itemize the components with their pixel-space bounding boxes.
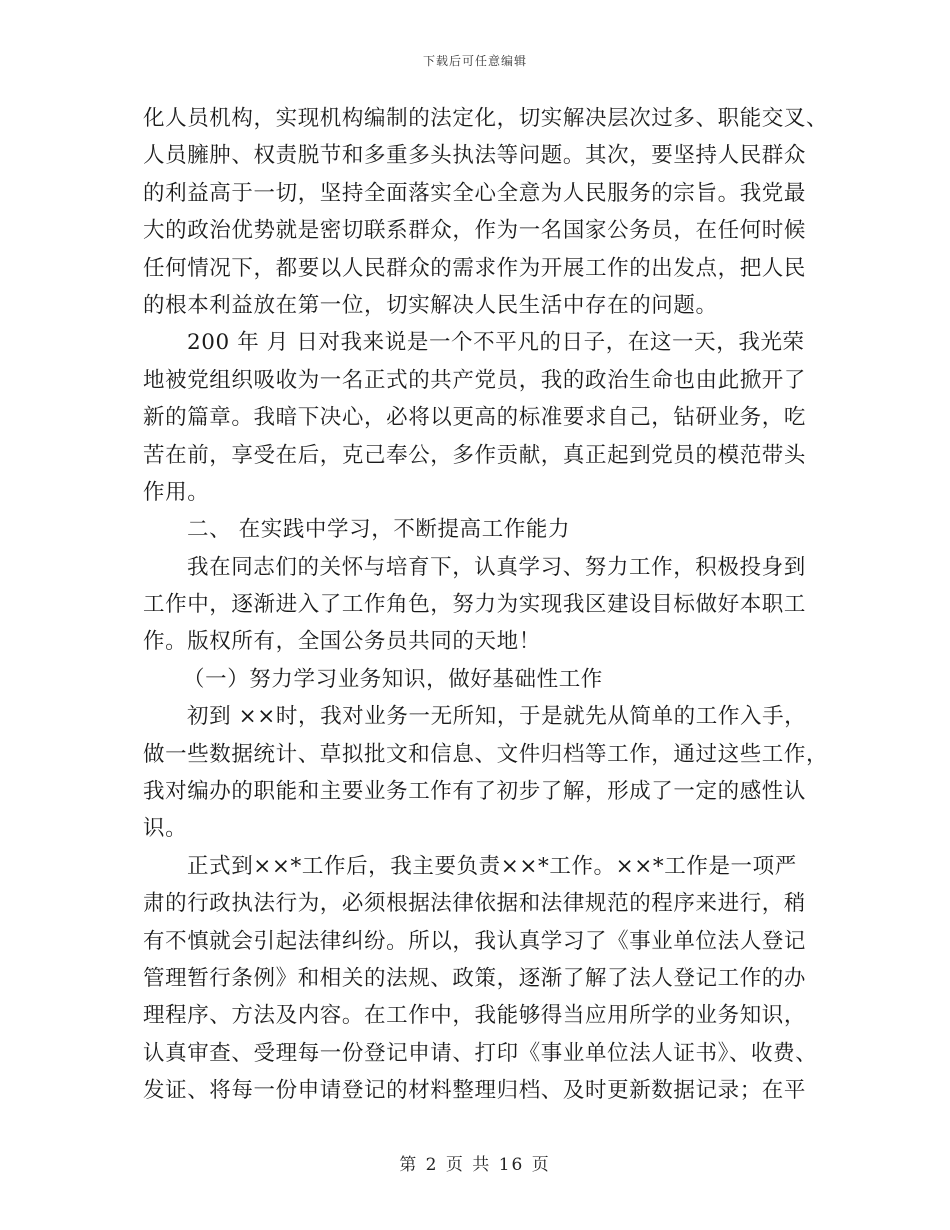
paragraph-start: 正式到××*工作后，我主要负责××*工作。××*工作是一项严	[187, 853, 797, 879]
text-line: 工作中，逐渐进入了工作角色，努力为实现我区建设目标做好本职工	[143, 592, 807, 618]
page-footer: 第 2 页 共 16 页	[399, 1155, 551, 1175]
text-line: 的利益高于一切，坚持全面落实全心全意为人民服务的宗旨。我党最	[143, 180, 807, 206]
page-header: 下载后可任意编辑	[422, 54, 527, 68]
text-line: 我对编办的职能和主要业务工作有了初步了解，形成了一定的感性认	[143, 779, 807, 805]
text-line: 管理暂行条例》和相关的法规、政策，逐渐了解了法人登记工作的办	[143, 965, 807, 991]
text-line: 苦在前，享受在后，克己奉公，多作贡献，真正起到党员的模范带头	[143, 442, 807, 468]
text-line: 地被党组织吸收为一名正式的共产党员，我的政治生命也由此掀开了	[143, 367, 807, 393]
text-line: 人员臃肿、权责脱节和多重多头执法等问题。其次，要坚持人民群众	[143, 143, 807, 169]
paragraph-start: 初到 ××时，我对业务一无所知，于是就先从简单的工作入手，	[187, 704, 807, 730]
text-line: 识。	[143, 816, 188, 842]
text-line: 的根本利益放在第一位，切实解决人民生活中存在的问题。	[143, 292, 718, 318]
text-line: 化人员机构，实现机构编制的法定化，切实解决层次过多、职能交叉、	[143, 106, 829, 131]
text-line: 有不慎就会引起法律纠纷。所以，我认真学习了《事业单位法人登记	[143, 928, 807, 954]
paragraph-start: 200 年 月 日对我来说是一个不平凡的日子，在这一天，我光荣	[187, 330, 805, 356]
text-line: 任何情况下，都要以人民群众的需求作为开展工作的出发点，把人民	[143, 255, 807, 281]
section-heading: 二、 在实践中学习，不断提高工作能力	[187, 517, 571, 543]
paragraph-start: 我在同志们的关怀与培育下，认真学习、努力工作，积极投身到	[187, 554, 806, 580]
text-line: 发证、将每一份申请登记的材料整理归档、及时更新数据记录；在平	[143, 1078, 807, 1104]
text-line: 大的政治优势就是密切联系群众，作为一名国家公务员，在任何时候	[143, 218, 807, 244]
text-line: 认真审查、受理每一份登记申请、打印《事业单位法人证书》、收费、	[143, 1040, 818, 1066]
text-line: 肃的行政执法行为，必须根据法律依据和法律规范的程序来进行，稍	[143, 891, 807, 917]
text-line: 理程序、方法及内容。在工作中，我能够得当应用所学的业务知识，	[143, 1003, 807, 1029]
text-line: 做一些数据统计、草拟批文和信息、文件归档等工作，通过这些工作，	[143, 741, 829, 767]
text-line: 作用。	[143, 479, 210, 505]
document-body	[143, 100, 829, 1110]
subsection-heading: （一）努力学习业务知识，做好基础性工作	[183, 666, 603, 692]
text-line: 新的篇章。我暗下决心，必将以更高的标准要求自己，钻研业务，吃	[143, 405, 807, 431]
text-line: 作。版权所有，全国公务员共同的天地！	[143, 629, 541, 655]
